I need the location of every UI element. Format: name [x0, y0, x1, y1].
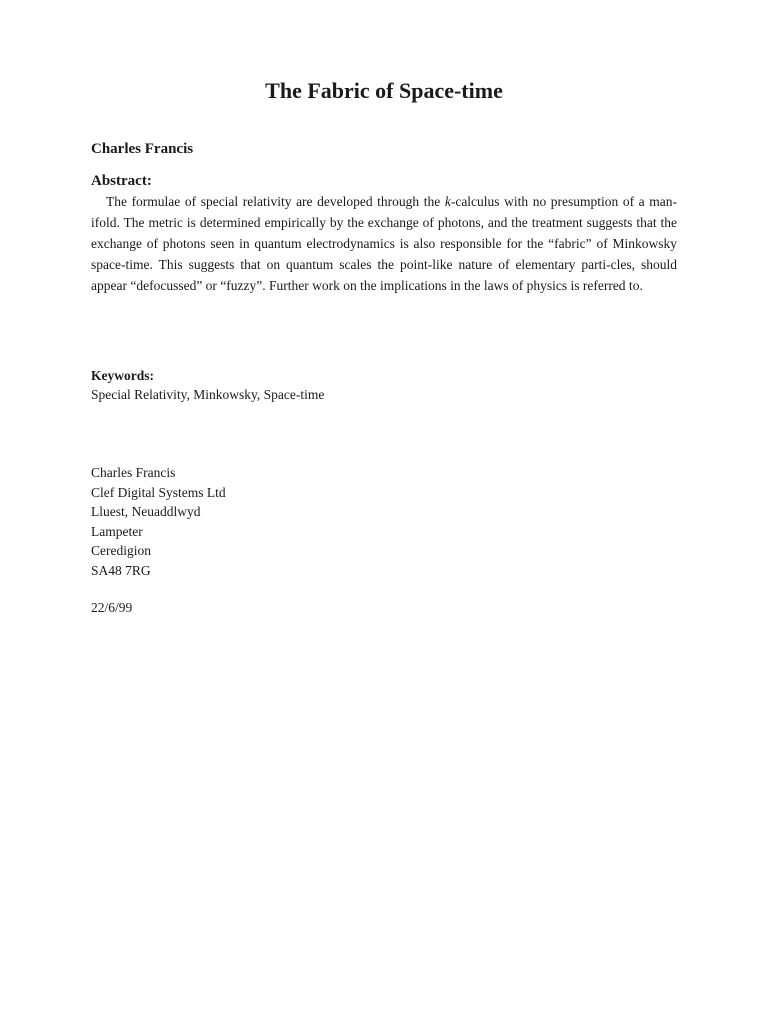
address-line: Ceredigion	[91, 543, 151, 558]
abstract-text-rest: -calculus with no presumption of a man-ifold. The metric is determined empirically by the exchange of photons, and the treatment suggests that the exchange of photons seen in quantum electrodynamics is also responsible for the “fabric” of Minkowsky space-time. This suggests that on quantum scales the point-like nature of elementary parti-cles, should appear “defocussed” or “fuzzy”. Further work on the implications in the laws of physics is referred to.	[91, 194, 677, 293]
abstract-text-start: The formulae of special relativity are developed through the	[106, 194, 445, 209]
paper-title: The Fabric of Space-time	[265, 78, 503, 103]
k-symbol: k	[444, 194, 451, 209]
paper-date: 22/6/99	[91, 600, 133, 615]
address-line: Lluest, Neuaddlwyd	[91, 504, 201, 519]
keywords-heading: Keywords:	[91, 368, 154, 383]
author-name: Charles Francis	[91, 141, 194, 157]
keywords-list: Special Relativity, Minkowsky, Space-time	[91, 387, 325, 402]
address-line: Clef Digital Systems Ltd	[91, 484, 226, 500]
author-address	[91, 463, 226, 580]
address-line: SA48 7RG	[91, 562, 151, 578]
abstract-heading: Abstract:	[91, 173, 152, 189]
address-line: Lampeter	[91, 523, 143, 539]
abstract-text	[91, 191, 677, 296]
address-line: Charles Francis	[91, 465, 176, 480]
